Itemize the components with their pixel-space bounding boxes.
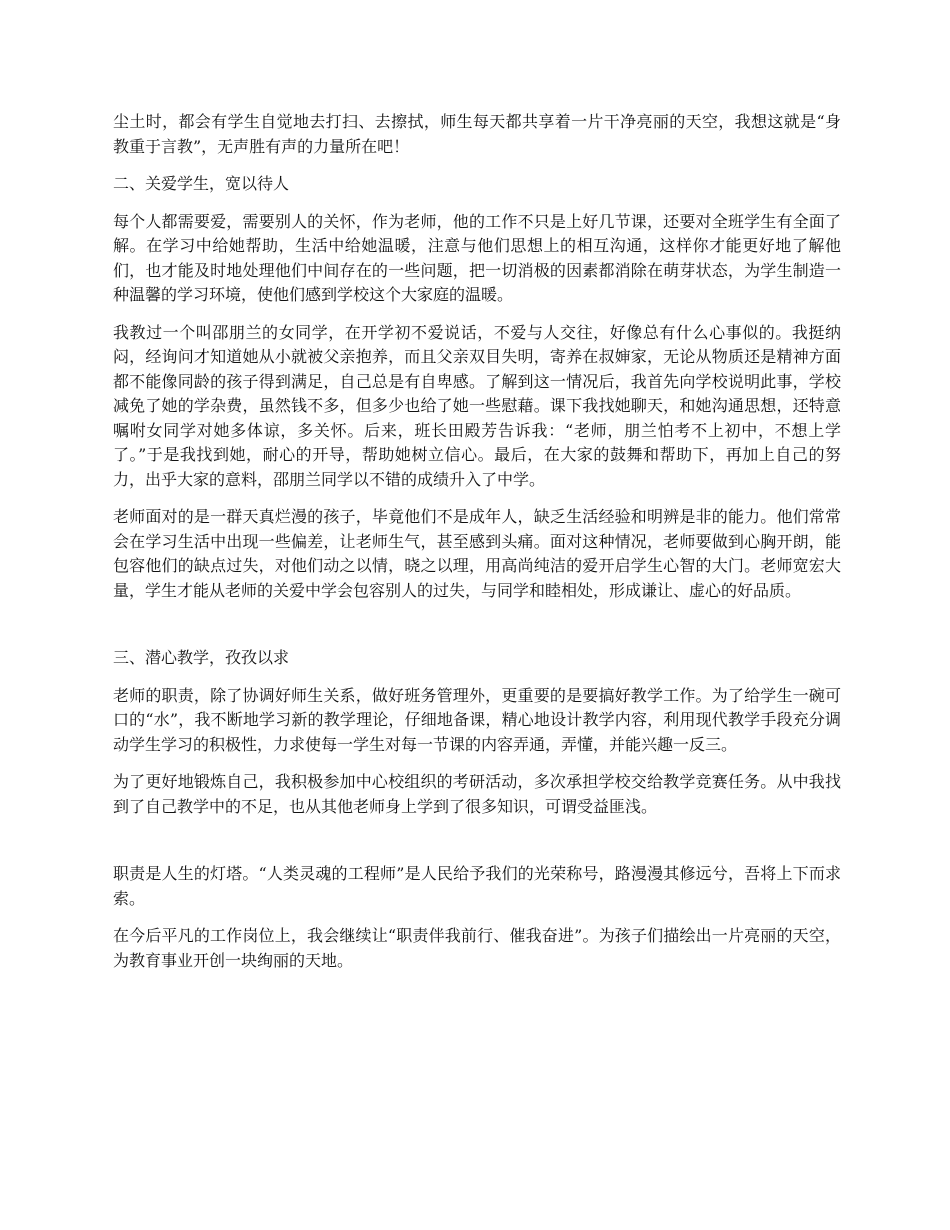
paragraph-lighthouse: 职责是人生的灯塔。“人类灵魂的工程师”是人民给予我们的光荣称号，路漫漫其修远兮，吾将上下而求索。 (113, 864, 841, 908)
paragraph-teaching-duty: 老师的职责，除了协调好师生关系，做好班务管理外，更重要的是要搞好教学工作。为了给学生一碗可口的“水”，我不断地学习新的教学理论，仔细地备课，精心地设计教学内容，利用现代教学手段充分调动学生学习的积极性，力求使每一学生对每一节课的内容弄通，弄懂，并能兴趣一反三。 (113, 685, 841, 754)
section-heading-care: 二、关爱学生，宽以待人 (113, 174, 290, 193)
spacer (113, 832, 841, 862)
section-heading-teaching: 三、潜心教学，孜孜以求 (113, 648, 290, 667)
spacer (113, 616, 841, 646)
document-body (113, 110, 841, 986)
paragraph-intro: 尘土时，都会有学生自觉地去打扫、去擦拭，师生每天都共享着一片干净亮丽的天空，我想这就是“身教重于言教”，无声胜有声的力量所在吧！ (113, 112, 841, 156)
paragraph-tolerance: 老师面对的是一群天真烂漫的孩子，毕竟他们不是成年人，缺乏生活经验和明辨是非的能力。他们常常会在学习生活中出现一些偏差，让老师生气，甚至感到头痛。面对这种情况，老师要做到心胸开朗，能包容他们的缺点过失，对他们动之以情，晓之以理，用高尚纯洁的爱开启学生心智的大门。老师宽宏大量，学生才能从老师的关爱中学会包容别人的过失，与同学和睦相处，形成谦让、虚心的好品质。 (113, 507, 841, 600)
paragraph-self-improvement: 为了更好地锻炼自己，我积极参加中心校组织的考研活动，多次承担学校交给教学竞赛任务。从中我找到了自己教学中的不足，也从其他老师身上学到了很多知识，可谓受益匪浅。 (113, 772, 841, 816)
paragraph-closing: 在今后平凡的工作岗位上，我会继续让“职责伴我前行、催我奋进”。为孩子们描绘出一片亮丽的天空，为教育事业开创一块绚丽的天地。 (113, 926, 841, 970)
paragraph-care-intro: 每个人都需要爱，需要别人的关怀，作为老师，他的工作不只是上好几节课，还要对全班学生有全面了解。在学习中给她帮助，生活中给她温暖，注意与他们思想上的相互沟通，这样你才能更好地了解他们，也才能及时地处理他们中间存在的一些问题，把一切消极的因素都消除在萌芽状态，为学生制造一种温馨的学习环境，使他们感到学校这个大家庭的温暖。 (113, 211, 841, 304)
paragraph-student-story: 我教过一个叫邵朋兰的女同学，在开学初不爱说话，不爱与人交往，好像总有什么心事似的。我挺纳闷，经询问才知道她从小就被父亲抱养，而且父亲双目失明，寄养在叔婶家，无论从物质还是精神方面都不能像同龄的孩子得到满足，自己总是有自卑感。了解到这一情况后，我首先向学校说明此事，学校减免了她的学杂费，虽然钱不多，但多少也给了她一些慰藉。课下我找她聊天，和她沟通思想，还特意嘱咐女同学对她多体谅，多关怀。后来，班长田殿芳告诉我：“老师，朋兰怕考不上初中，不想上学了。”于是我找到她，耐心的开导，帮助她树立信心。最后，在大家的鼓舞和帮助下，再加上自己的努力，出乎大家的意料，邵朋兰同学以不错的成绩升入了中学。 (113, 322, 841, 489)
